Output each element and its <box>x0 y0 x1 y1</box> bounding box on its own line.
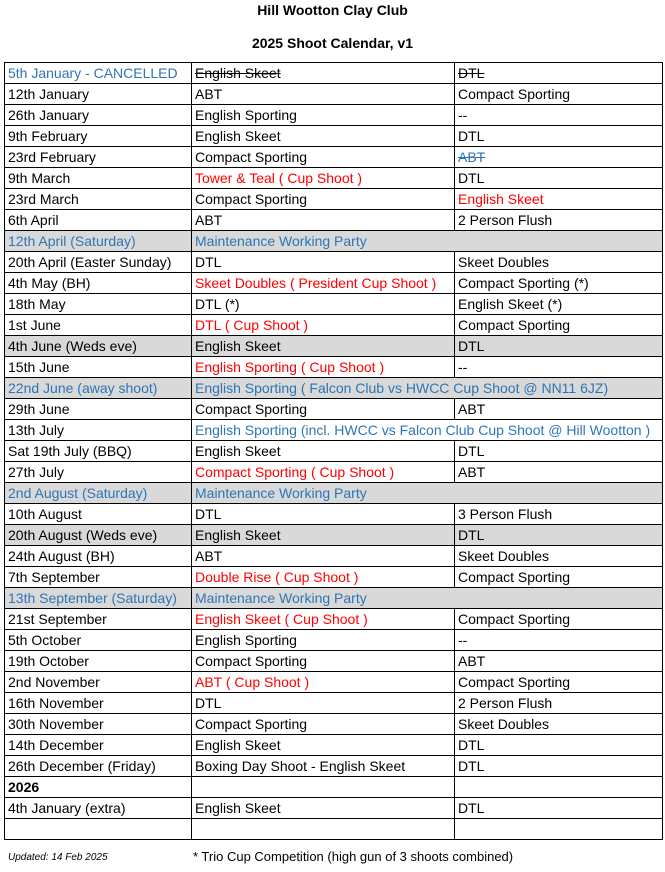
table-row <box>5 462 663 483</box>
table-row <box>5 504 663 525</box>
event-cell: Skeet Doubles ( President Cup Shoot ) <box>192 273 455 294</box>
event-cell: English Skeet <box>192 336 455 357</box>
alt-event-cell: ABT <box>455 147 663 168</box>
date-cell: 20th April (Easter Sunday) <box>5 252 192 273</box>
date-cell: 4th January (extra) <box>5 798 192 819</box>
date-cell: 5th January - CANCELLED <box>5 63 192 84</box>
date-cell: 2026 <box>5 777 192 798</box>
alt-event-cell: Compact Sporting (*) <box>455 273 663 294</box>
event-cell: English Sporting <box>192 630 455 651</box>
event-cell: English Skeet <box>192 441 455 462</box>
event-cell: English Sporting ( Cup Shoot ) <box>192 357 455 378</box>
alt-event-cell: DTL <box>455 798 663 819</box>
alt-event-cell: DTL <box>455 525 663 546</box>
date-cell: 20th August (Weds eve) <box>5 525 192 546</box>
alt-event-cell: DTL <box>455 126 663 147</box>
date-cell <box>5 819 192 840</box>
event-cell <box>192 777 455 798</box>
table-row <box>5 756 663 777</box>
date-cell: 21st September <box>5 609 192 630</box>
table-row <box>5 210 663 231</box>
table-row <box>5 546 663 567</box>
alt-event-cell: Skeet Doubles <box>455 546 663 567</box>
alt-event-cell: DTL <box>455 735 663 756</box>
event-cell: Compact Sporting <box>192 147 455 168</box>
trio-cup-note: * Trio Cup Competition (high gun of 3 shoots combined) <box>193 849 514 864</box>
event-cell: Compact Sporting <box>192 189 455 210</box>
table-row <box>5 231 663 252</box>
shoot-calendar-table <box>4 62 663 840</box>
table-row <box>5 651 663 672</box>
date-cell: 2nd August (Saturday) <box>5 483 192 504</box>
date-cell: 16th November <box>5 693 192 714</box>
event-cell: ABT <box>192 210 455 231</box>
alt-event-cell: Skeet Doubles <box>455 252 663 273</box>
event-cell: English Skeet <box>192 63 455 84</box>
date-cell: 9th February <box>5 126 192 147</box>
date-cell: 7th September <box>5 567 192 588</box>
table-row <box>5 357 663 378</box>
date-cell: 4th June (Weds eve) <box>5 336 192 357</box>
alt-event-cell: English Skeet (*) <box>455 294 663 315</box>
alt-event-cell: DTL <box>455 441 663 462</box>
event-cell: DTL <box>192 693 455 714</box>
alt-event-cell: ABT <box>455 399 663 420</box>
updated-note: Updated: 14 Feb 2025 <box>8 852 108 863</box>
alt-event-cell: 3 Person Flush <box>455 504 663 525</box>
date-cell: 19th October <box>5 651 192 672</box>
event-cell: DTL (*) <box>192 294 455 315</box>
event-cell: English Skeet ( Cup Shoot ) <box>192 609 455 630</box>
date-cell: 12th April (Saturday) <box>5 231 192 252</box>
table-row <box>5 525 663 546</box>
table-row <box>5 84 663 105</box>
table-row <box>5 105 663 126</box>
alt-event-cell: DTL <box>455 336 663 357</box>
event-cell: Maintenance Working Party <box>192 483 663 504</box>
alt-event-cell: ABT <box>455 462 663 483</box>
table-row <box>5 315 663 336</box>
event-cell: DTL ( Cup Shoot ) <box>192 315 455 336</box>
calendar-title: 2025 Shoot Calendar, v1 <box>251 35 414 51</box>
date-cell: 10th August <box>5 504 192 525</box>
date-cell: 24th August (BH) <box>5 546 192 567</box>
event-cell: English Skeet <box>192 126 455 147</box>
event-cell: Tower & Teal ( Cup Shoot ) <box>192 168 455 189</box>
table-row <box>5 126 663 147</box>
alt-event-cell: Compact Sporting <box>455 567 663 588</box>
date-cell: 2nd November <box>5 672 192 693</box>
event-cell: Compact Sporting <box>192 714 455 735</box>
table-row <box>5 378 663 399</box>
date-cell: 1st June <box>5 315 192 336</box>
event-cell: English Sporting (incl. HWCC vs Falcon Club Cup Shoot @ Hill Wootton ) <box>192 420 663 441</box>
date-cell: 5th October <box>5 630 192 651</box>
table-row <box>5 714 663 735</box>
event-cell: English Sporting <box>192 105 455 126</box>
alt-event-cell <box>455 819 663 840</box>
event-cell: English Sporting ( Falcon Club vs HWCC Cup Shoot @ NN11 6JZ) <box>192 378 663 399</box>
table-row <box>5 168 663 189</box>
date-cell: 13th September (Saturday) <box>5 588 192 609</box>
event-cell: Compact Sporting <box>192 399 455 420</box>
event-cell: Boxing Day Shoot - English Skeet <box>192 756 455 777</box>
date-cell: 14th December <box>5 735 192 756</box>
alt-event-cell: -- <box>455 357 663 378</box>
event-cell: Compact Sporting <box>192 651 455 672</box>
table-row <box>5 609 663 630</box>
date-cell: 13th July <box>5 420 192 441</box>
table-row <box>5 336 663 357</box>
alt-event-cell: -- <box>455 630 663 651</box>
table-row <box>5 693 663 714</box>
table-row <box>5 420 663 441</box>
date-cell: 9th March <box>5 168 192 189</box>
date-cell: 23rd February <box>5 147 192 168</box>
table-row <box>5 630 663 651</box>
table-row <box>5 777 663 798</box>
event-cell <box>192 819 455 840</box>
alt-event-cell: English Skeet <box>455 189 663 210</box>
table-row <box>5 483 663 504</box>
event-cell: English Skeet <box>192 798 455 819</box>
date-cell: 30th November <box>5 714 192 735</box>
alt-event-cell: Compact Sporting <box>455 609 663 630</box>
table-row <box>5 735 663 756</box>
alt-event-cell: Skeet Doubles <box>455 714 663 735</box>
event-cell: DTL <box>192 504 455 525</box>
calendar-body <box>5 63 663 840</box>
date-cell: 6th April <box>5 210 192 231</box>
table-row <box>5 798 663 819</box>
date-cell: 12th January <box>5 84 192 105</box>
alt-event-cell: -- <box>455 105 663 126</box>
table-row <box>5 273 663 294</box>
event-cell: ABT ( Cup Shoot ) <box>192 672 455 693</box>
alt-event-cell: DTL <box>455 168 663 189</box>
alt-event-cell: Compact Sporting <box>455 315 663 336</box>
alt-event-cell: DTL <box>455 756 663 777</box>
date-cell: 22nd June (away shoot) <box>5 378 192 399</box>
date-cell: Sat 19th July (BBQ) <box>5 441 192 462</box>
table-row <box>5 588 663 609</box>
table-row <box>5 441 663 462</box>
alt-event-cell <box>455 777 663 798</box>
event-cell: ABT <box>192 84 455 105</box>
event-cell: Maintenance Working Party <box>192 231 663 252</box>
date-cell: 4th May (BH) <box>5 273 192 294</box>
event-cell: Compact Sporting ( Cup Shoot ) <box>192 462 455 483</box>
table-row <box>5 819 663 840</box>
date-cell: 26th December (Friday) <box>5 756 192 777</box>
alt-event-cell: Compact Sporting <box>455 84 663 105</box>
event-cell: Double Rise ( Cup Shoot ) <box>192 567 455 588</box>
event-cell: Maintenance Working Party <box>192 588 663 609</box>
date-cell: 27th July <box>5 462 192 483</box>
alt-event-cell: DTL <box>455 63 663 84</box>
table-row <box>5 63 663 84</box>
date-cell: 15th June <box>5 357 192 378</box>
event-cell: English Skeet <box>192 525 455 546</box>
alt-event-cell: ABT <box>455 651 663 672</box>
table-row <box>5 672 663 693</box>
alt-event-cell: 2 Person Flush <box>455 693 663 714</box>
club-title: Hill Wootton Clay Club <box>257 2 408 18</box>
table-row <box>5 294 663 315</box>
table-row <box>5 399 663 420</box>
date-cell: 23rd March <box>5 189 192 210</box>
table-row <box>5 567 663 588</box>
alt-event-cell: Compact Sporting <box>455 672 663 693</box>
date-cell: 26th January <box>5 105 192 126</box>
date-cell: 18th May <box>5 294 192 315</box>
event-cell: DTL <box>192 252 455 273</box>
alt-event-cell: 2 Person Flush <box>455 210 663 231</box>
date-cell: 29th June <box>5 399 192 420</box>
event-cell: English Skeet <box>192 735 455 756</box>
event-cell: ABT <box>192 546 455 567</box>
table-row <box>5 147 663 168</box>
table-row <box>5 189 663 210</box>
table-row <box>5 252 663 273</box>
